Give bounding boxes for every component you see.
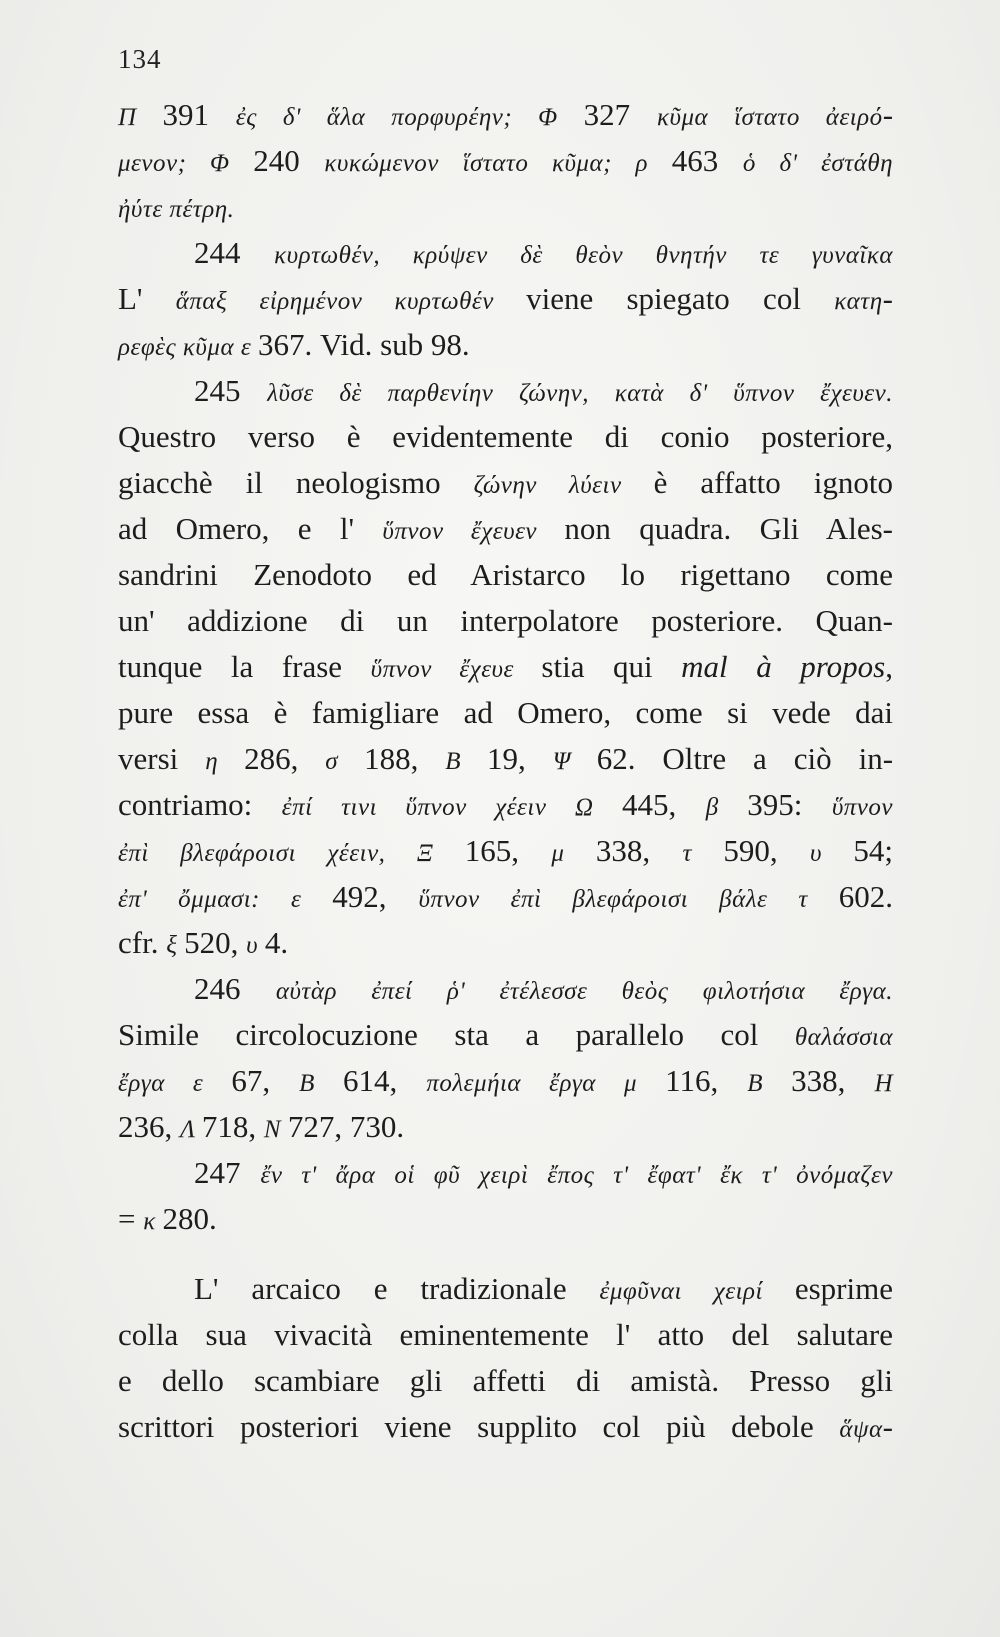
text-line: colla sua vivacità eminentemente l' atto del salutare — [118, 1317, 893, 1352]
text-line: un' addizione di un interpolatore posteriore. Quan- — [118, 603, 893, 638]
text-line: Simile circolocuzione sta a parallelo col θαλάσσια — [118, 1017, 893, 1052]
text-line: ἐπ' ὄμμασι: ε 492, ὕπνον ἐπὶ βλεφάροισι βάλε τ 602. — [118, 879, 893, 914]
text-line: contriamo: ἐπί τινι ὕπνον χέειν Ω 445, β 395: ὕπνον — [118, 787, 894, 822]
text-line: scrittori posteriori viene supplito col più debole ἅψα- — [118, 1409, 893, 1444]
text-line: 244 κυρτωθέν, κρύψεν δὲ θεὸν θνητήν τε γυναῖκα — [194, 235, 893, 270]
text-line: Questro verso è evidentemente di conio posteriore, — [118, 419, 893, 454]
text-line: = κ 280. — [118, 1201, 217, 1236]
text-line: ad Omero, e l' ὕπνον ἔχευεν non quadra. Gli Ales- — [118, 511, 893, 546]
text-line: e dello scambiare gli affetti di amistà. Presso gli — [118, 1363, 893, 1398]
text-line: 236, Λ 718, Ν 727, 730. — [118, 1109, 405, 1144]
text-line: versi η 286, σ 188, Β 19, Ψ 62. Oltre a ciò in- — [118, 741, 894, 776]
paragraph-gap — [118, 1242, 893, 1266]
text-line: tunque la frase ὕπνον ἔχευε stia qui mal à propos, — [118, 649, 893, 684]
text-line: giacchè il neologismo ζώνην λύειν è affatto ignoto — [118, 465, 893, 500]
text-line: sandrini Zenodoto ed Aristarco lo rigettano come — [118, 557, 893, 592]
body-text — [118, 92, 893, 1450]
text-line: L' arcaico e tradizionale ἐμφῦναι χειρί esprime — [194, 1271, 893, 1306]
text-line: μενον; Φ 240 κυκώμενον ἵστατο κῦμα; ρ 463 ὁ δ' ἐστάθη — [118, 143, 894, 178]
text-line: pure essa è famigliare ad Omero, come si vede dai — [118, 695, 893, 730]
page-number: 134 — [118, 44, 162, 74]
text-line: L' ἅπαξ εἰρημένον κυρτωθέν viene spiegato col κατη- — [118, 281, 893, 316]
text-line: Π 391 ἐς δ' ἅλα πορφυρέην; Φ 327 κῦμα ἵστατο ἀειρό- — [118, 97, 894, 132]
text-line: 246 αὐτὰρ ἐπεί ῥ' ἐτέλεσσε θεὸς φιλοτήσια ἔργα. — [194, 971, 893, 1006]
text-line: 245 λῦσε δὲ παρθενίην ζώνην, κατὰ δ' ὕπνον ἔχευεν. — [194, 373, 894, 408]
text-line: ἔργα ε 67, Β 614, πολεμήια ἔργα μ 116, Β 338, Η — [118, 1063, 894, 1098]
text-line: ρεφὲς κῦμα ε 367. Vid. sub 98. — [118, 327, 470, 362]
text-line: ἐπὶ βλεφάροισι χέειν, Ξ 165, μ 338, τ 590, υ 54; — [118, 833, 893, 868]
text-line: 247 ἔν τ' ἄρα οἱ φῦ χειρὶ ἔπος τ' ἔφατ' ἔκ τ' ὀνόμαζεν — [194, 1155, 893, 1190]
text-line: ἠύτε πέτρη. — [118, 196, 235, 223]
text-line: cfr. ξ 520, υ 4. — [118, 925, 289, 960]
